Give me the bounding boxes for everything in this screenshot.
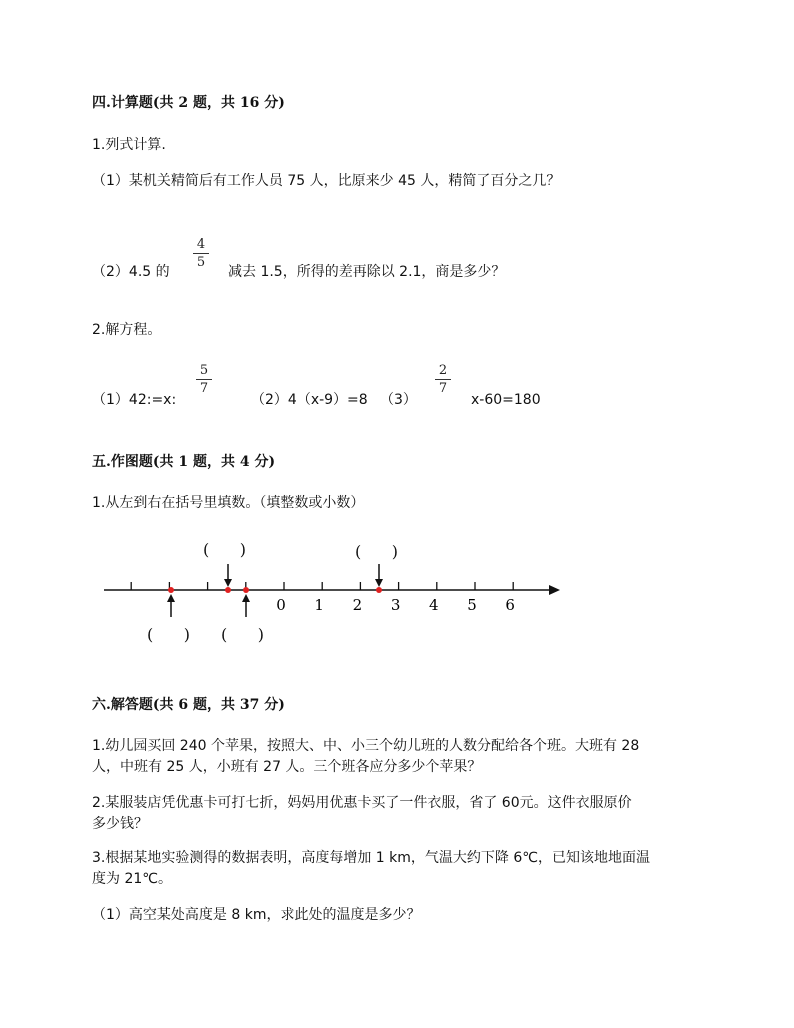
marked-point <box>376 587 382 593</box>
section-heading-drawing: 五.作图题(共 1 题，共 4 分) <box>92 454 276 470</box>
up-arrow-middle <box>242 594 250 617</box>
fraction-numerator: 5 <box>199 363 209 378</box>
answer-blank[interactable]: ( ) <box>203 540 246 559</box>
marked-point <box>243 587 249 593</box>
question-text-prefix: （2）4.5 的 <box>92 264 170 280</box>
answer-blank[interactable]: ( ) <box>221 625 264 644</box>
question-text: 3.根据某地实验测得的数据表明，高度每增加 1 km，气温大约下降 6℃，已知该地地面温 <box>92 850 650 866</box>
fraction-numerator: 2 <box>438 363 448 378</box>
down-arrow-left <box>224 564 232 587</box>
equation-2: （2）4（x-9）=8 <box>251 392 368 408</box>
equation-3-suffix: x-60=180 <box>471 392 541 408</box>
question-text: 多少钱？ <box>92 816 148 832</box>
section-heading-word-problems: 六.解答题(共 6 题，共 37 分) <box>92 697 285 713</box>
marked-point <box>168 587 174 593</box>
tick-label: 4 <box>429 596 439 614</box>
question-text-suffix: 减去 1.5，所得的差再除以 2.1，商是多少？ <box>228 264 506 280</box>
fraction-numerator: 4 <box>196 237 206 252</box>
question-text: 2.某服装店凭优惠卡可打七折，妈妈用优惠卡买了一件衣服，省了 60元。这件衣服原价 <box>92 795 632 811</box>
tick-label: 2 <box>352 596 363 614</box>
tick-label: 5 <box>467 596 477 614</box>
question-text: （1）某机关精简后有工作人员 75 人，比原来少 45 人，精简了百分之几？ <box>92 173 561 189</box>
tick-label: 1 <box>314 596 324 614</box>
tick-label: 0 <box>276 596 286 614</box>
question-text: 1.幼儿园买回 240 个苹果，按照大、中、小三个幼儿班的人数分配给各个班。大班有 28 <box>92 738 640 754</box>
answer-blank[interactable]: ( ) <box>147 625 190 644</box>
tick-label: 3 <box>390 596 401 614</box>
down-arrow-right <box>375 564 383 587</box>
up-arrow-left <box>167 594 175 617</box>
question-text: 1.从左到右在括号里填数。（填整数或小数） <box>92 495 365 511</box>
question-text: （1）高空某处高度是 8 km，求此处的温度是多少？ <box>92 907 421 923</box>
equation-3-prefix: （3） <box>380 392 417 408</box>
section-heading-calculation: 四.计算题(共 2 题，共 16 分) <box>92 95 285 111</box>
tick-label: 6 <box>505 596 515 614</box>
answer-blank[interactable]: ( ) <box>355 542 398 561</box>
number-line-arrowhead <box>549 585 560 595</box>
marked-point <box>225 587 231 593</box>
question-title: 2.解方程。 <box>92 322 162 338</box>
question-text: 人，中班有 25 人，小班有 27 人。三个班各应分多少个苹果？ <box>92 759 482 775</box>
fraction-denominator: 7 <box>438 381 448 396</box>
fraction-denominator: 5 <box>196 255 206 270</box>
equation-1-prefix: （1）42:=x: <box>92 392 177 408</box>
fraction-denominator: 7 <box>199 381 209 396</box>
question-title: 1.列式计算. <box>92 137 166 153</box>
question-text: 度为 21℃。 <box>92 871 172 887</box>
